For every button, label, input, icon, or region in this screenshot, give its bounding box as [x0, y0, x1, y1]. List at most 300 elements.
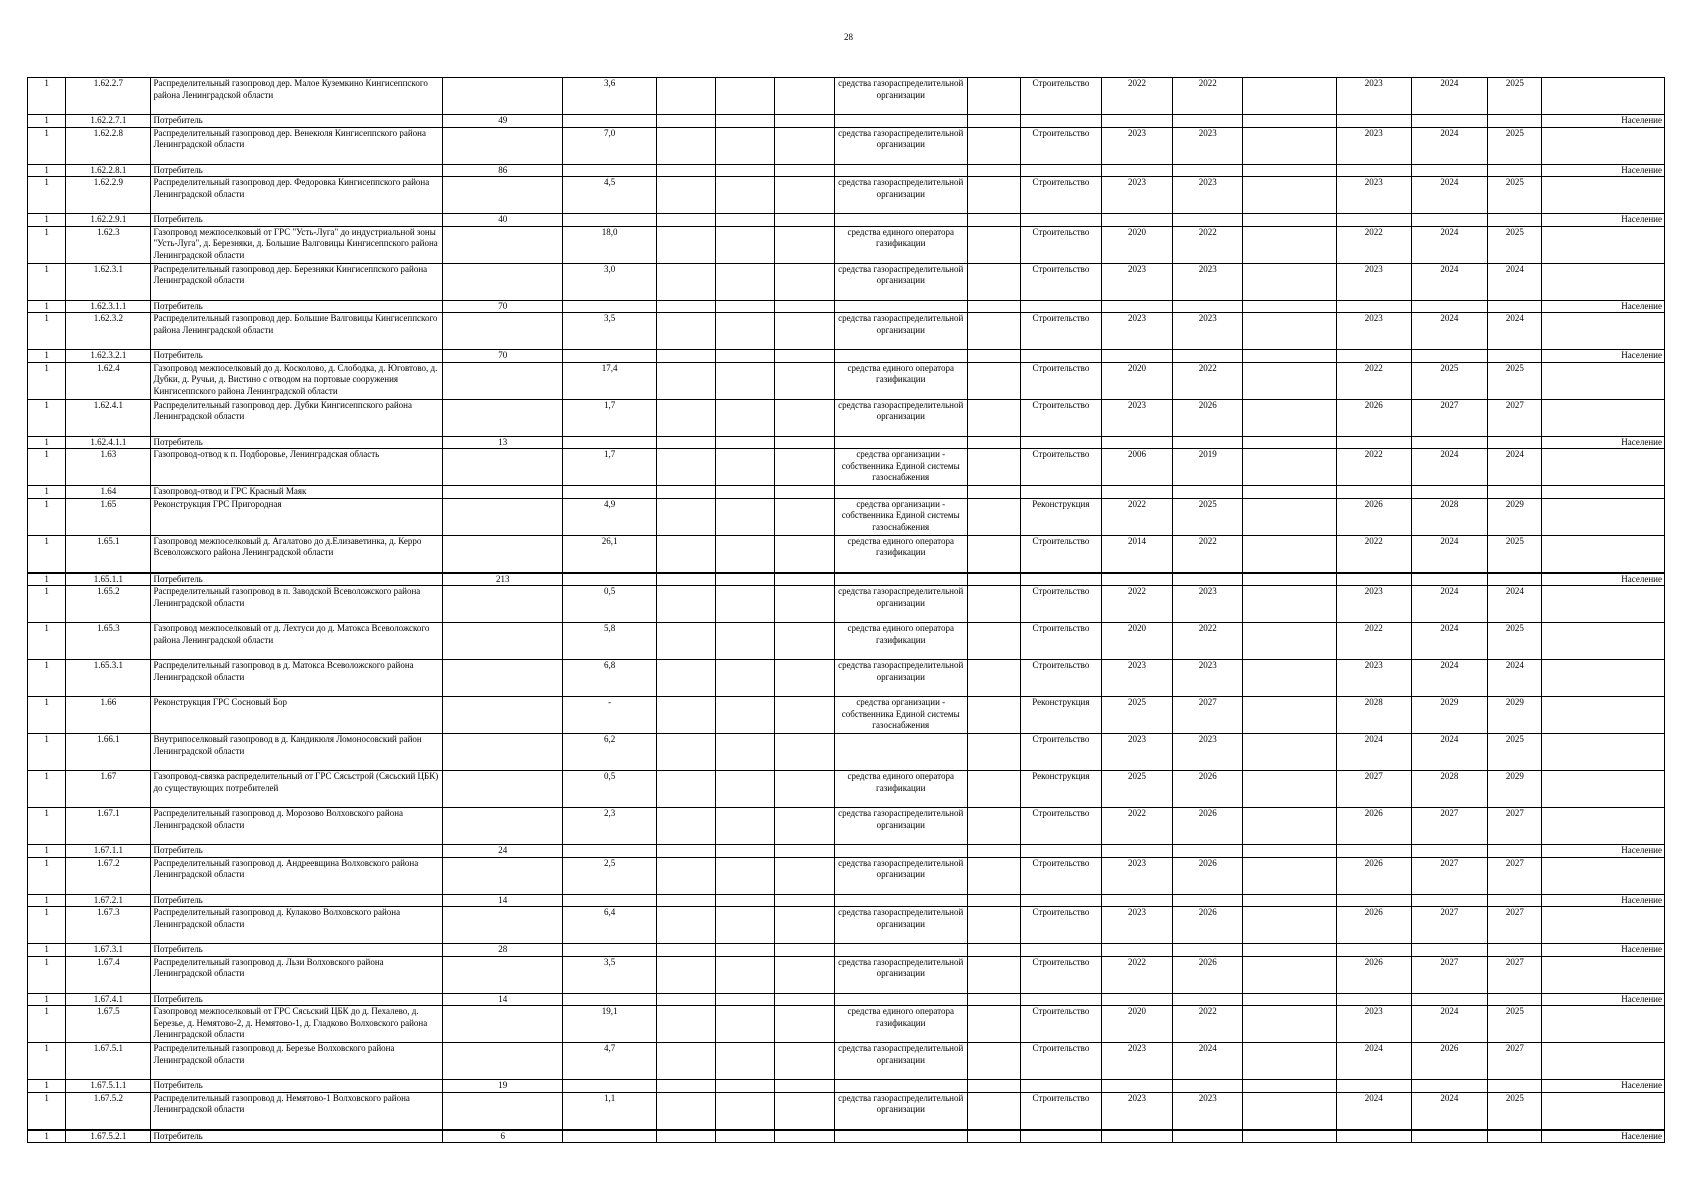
year-start-cell	[1101, 214, 1172, 227]
empty-cell	[657, 313, 716, 350]
empty-cell	[657, 697, 716, 734]
empty-cell	[967, 300, 1020, 313]
empty-cell	[1243, 1006, 1337, 1043]
year-build-cell: 2022	[1337, 623, 1412, 660]
work-type-cell: Реконструкция	[1020, 498, 1101, 535]
empty-cell	[715, 734, 775, 771]
empty-cell	[1243, 1092, 1337, 1130]
empty-cell	[967, 127, 1020, 164]
empty-cell	[967, 164, 1020, 177]
year-build-cell: 2023	[1337, 78, 1412, 115]
empty-cell	[967, 263, 1020, 300]
funding-source-cell	[834, 486, 967, 499]
year-build-cell	[1337, 115, 1412, 128]
consumer-category-cell	[1542, 1092, 1665, 1130]
year-commission-cell: 2028	[1411, 498, 1488, 535]
year-start-cell	[1101, 300, 1172, 313]
object-name-cell: Распределительный газопровод дер. Березняки Кингисеппского района Ленинградской области	[151, 263, 443, 300]
pipeline-schedule-table	[27, 77, 1665, 1143]
year-start-cell: 2020	[1101, 362, 1172, 399]
funding-source-cell	[834, 164, 967, 177]
consumers-count-cell	[443, 771, 563, 808]
object-name-cell: Газопровод межпоселковый от ГРС Сясьский ЦБК до д. Пехалево, д. Березье, д. Немятово-2, д. Немятово-1, д. Гладково Волховского района Ленинградской области	[151, 1006, 443, 1043]
year-build-cell: 2024	[1337, 1043, 1412, 1080]
empty-cell	[657, 350, 716, 363]
consumer-row	[28, 845, 1665, 858]
consumers-count-cell	[443, 660, 563, 697]
funding-source-cell: средства единого оператора газификации	[834, 1006, 967, 1043]
empty-cell	[967, 449, 1020, 486]
empty-cell	[967, 177, 1020, 214]
year-build-cell: 2023	[1337, 177, 1412, 214]
empty-cell	[775, 1130, 835, 1143]
year-final-cell	[1488, 845, 1542, 858]
object-name-cell: Газопровод-связка распределительный от ГРС Сясьстрой (Сясьский ЦБК) до существующих потребителей	[151, 771, 443, 808]
object-code-cell: 1.67.2	[66, 857, 151, 894]
year-start-cell: 2022	[1101, 808, 1172, 845]
empty-cell	[1243, 586, 1337, 623]
consumer-category-cell: Население	[1542, 214, 1665, 227]
year-start-cell: 2022	[1101, 586, 1172, 623]
empty-cell	[775, 164, 835, 177]
year-start-cell	[1101, 993, 1172, 1006]
work-type-cell: Реконструкция	[1020, 697, 1101, 734]
consumer-category-cell	[1542, 771, 1665, 808]
row-number-cell: 1	[28, 1080, 66, 1093]
year-final-cell: 2029	[1488, 498, 1542, 535]
length-km-cell: 2,3	[563, 808, 657, 845]
object-code-cell: 1.66.1	[66, 734, 151, 771]
empty-cell	[967, 771, 1020, 808]
length-km-cell: -	[563, 697, 657, 734]
length-km-cell	[563, 573, 657, 586]
year-design-cell: 2026	[1173, 907, 1243, 944]
year-start-cell: 2023	[1101, 399, 1172, 436]
year-start-cell: 2022	[1101, 956, 1172, 993]
consumers-count-cell	[443, 399, 563, 436]
length-km-cell: 6,2	[563, 734, 657, 771]
object-code-cell: 1.65.1.1	[66, 573, 151, 586]
work-type-cell: Строительство	[1020, 808, 1101, 845]
consumer-category-cell	[1542, 362, 1665, 399]
table-row	[28, 734, 1665, 771]
year-final-cell: 2024	[1488, 660, 1542, 697]
length-km-cell: 3,0	[563, 263, 657, 300]
empty-cell	[657, 177, 716, 214]
empty-cell	[775, 177, 835, 214]
object-code-cell: 1.62.2.7.1	[66, 115, 151, 128]
consumer-category-cell: Население	[1542, 573, 1665, 586]
year-build-cell: 2023	[1337, 313, 1412, 350]
empty-cell	[1243, 350, 1337, 363]
funding-source-cell: средства газораспределительной организации	[834, 127, 967, 164]
funding-source-cell: средства газораспределительной организации	[834, 907, 967, 944]
year-start-cell: 2023	[1101, 263, 1172, 300]
length-km-cell: 19,1	[563, 1006, 657, 1043]
empty-cell	[775, 1043, 835, 1080]
empty-cell	[967, 660, 1020, 697]
year-start-cell	[1101, 894, 1172, 907]
year-final-cell: 2029	[1488, 697, 1542, 734]
consumer-category-cell	[1542, 907, 1665, 944]
object-code-cell: 1.62.4	[66, 362, 151, 399]
empty-cell	[715, 1130, 775, 1143]
empty-cell	[775, 127, 835, 164]
year-final-cell	[1488, 486, 1542, 499]
empty-cell	[715, 263, 775, 300]
year-commission-cell: 2024	[1411, 660, 1488, 697]
year-start-cell: 2023	[1101, 660, 1172, 697]
year-build-cell: 2026	[1337, 498, 1412, 535]
year-final-cell: 2025	[1488, 78, 1542, 115]
empty-cell	[715, 573, 775, 586]
object-code-cell: 1.65.3.1	[66, 660, 151, 697]
consumer-category-cell	[1542, 399, 1665, 436]
empty-cell	[775, 894, 835, 907]
year-final-cell	[1488, 894, 1542, 907]
empty-cell	[775, 845, 835, 858]
empty-cell	[1243, 697, 1337, 734]
row-number-cell: 1	[28, 78, 66, 115]
object-code-cell: 1.67.5.2	[66, 1092, 151, 1130]
year-start-cell: 2020	[1101, 226, 1172, 263]
empty-cell	[1243, 449, 1337, 486]
consumer-category-cell: Население	[1542, 115, 1665, 128]
length-km-cell	[563, 350, 657, 363]
work-type-cell	[1020, 845, 1101, 858]
empty-cell	[715, 362, 775, 399]
empty-cell	[1243, 498, 1337, 535]
year-build-cell	[1337, 300, 1412, 313]
empty-cell	[967, 734, 1020, 771]
empty-cell	[967, 845, 1020, 858]
length-km-cell	[563, 164, 657, 177]
year-start-cell	[1101, 350, 1172, 363]
consumer-category-cell: Население	[1542, 350, 1665, 363]
funding-source-cell: средства единого оператора газификации	[834, 535, 967, 573]
table-body	[28, 78, 1665, 1143]
consumer-category-cell: Население	[1542, 993, 1665, 1006]
work-type-cell: Строительство	[1020, 1006, 1101, 1043]
year-design-cell: 2022	[1173, 1006, 1243, 1043]
year-build-cell	[1337, 436, 1412, 449]
year-commission-cell: 2025	[1411, 362, 1488, 399]
object-code-cell: 1.67.2.1	[66, 894, 151, 907]
empty-cell	[1243, 436, 1337, 449]
row-number-cell: 1	[28, 660, 66, 697]
empty-cell	[775, 993, 835, 1006]
consumers-count-cell	[443, 586, 563, 623]
year-commission-cell: 2024	[1411, 127, 1488, 164]
empty-cell	[967, 907, 1020, 944]
length-km-cell: 5,8	[563, 623, 657, 660]
empty-cell	[657, 734, 716, 771]
year-build-cell: 2028	[1337, 697, 1412, 734]
consumer-category-cell: Население	[1542, 300, 1665, 313]
empty-cell	[657, 362, 716, 399]
empty-cell	[715, 300, 775, 313]
year-design-cell: 2023	[1173, 734, 1243, 771]
empty-cell	[715, 498, 775, 535]
empty-cell	[657, 449, 716, 486]
empty-cell	[775, 586, 835, 623]
consumers-count-cell	[443, 1043, 563, 1080]
consumers-count-cell	[443, 486, 563, 499]
year-final-cell: 2024	[1488, 313, 1542, 350]
funding-source-cell	[834, 894, 967, 907]
year-build-cell: 2027	[1337, 771, 1412, 808]
work-type-cell: Строительство	[1020, 734, 1101, 771]
empty-cell	[1243, 164, 1337, 177]
year-design-cell: 2023	[1173, 660, 1243, 697]
consumers-count-cell	[443, 857, 563, 894]
consumer-row	[28, 1130, 1665, 1143]
object-name-cell: Потребитель	[151, 350, 443, 363]
year-start-cell	[1101, 1080, 1172, 1093]
year-commission-cell	[1411, 894, 1488, 907]
year-design-cell: 2026	[1173, 808, 1243, 845]
object-code-cell: 1.62.2.8.1	[66, 164, 151, 177]
table-row	[28, 313, 1665, 350]
empty-cell	[775, 115, 835, 128]
year-start-cell	[1101, 944, 1172, 957]
empty-cell	[715, 313, 775, 350]
table-row	[28, 697, 1665, 734]
empty-cell	[657, 808, 716, 845]
empty-cell	[715, 771, 775, 808]
year-commission-cell: 2024	[1411, 78, 1488, 115]
object-code-cell: 1.67.3.1	[66, 944, 151, 957]
work-type-cell: Строительство	[1020, 623, 1101, 660]
empty-cell	[715, 1006, 775, 1043]
year-start-cell: 2020	[1101, 623, 1172, 660]
empty-cell	[715, 660, 775, 697]
consumers-count-cell	[443, 623, 563, 660]
consumer-row	[28, 350, 1665, 363]
year-design-cell	[1173, 845, 1243, 858]
consumer-row	[28, 486, 1665, 499]
table-row	[28, 78, 1665, 115]
consumer-category-cell	[1542, 498, 1665, 535]
consumer-category-cell	[1542, 956, 1665, 993]
year-build-cell	[1337, 845, 1412, 858]
empty-cell	[967, 857, 1020, 894]
empty-cell	[775, 313, 835, 350]
object-code-cell: 1.66	[66, 697, 151, 734]
row-number-cell: 1	[28, 313, 66, 350]
row-number-cell: 1	[28, 894, 66, 907]
consumer-row	[28, 1080, 1665, 1093]
empty-cell	[657, 214, 716, 227]
object-name-cell: Распределительный газопровод дер. Венекюля Кингисеппского района Ленинградской области	[151, 127, 443, 164]
year-commission-cell: 2028	[1411, 771, 1488, 808]
row-number-cell: 1	[28, 956, 66, 993]
consumer-category-cell	[1542, 486, 1665, 499]
object-code-cell: 1.62.3.2	[66, 313, 151, 350]
consumers-count-cell	[443, 734, 563, 771]
length-km-cell: 26,1	[563, 535, 657, 573]
consumers-count-cell	[443, 1006, 563, 1043]
empty-cell	[657, 956, 716, 993]
table-row	[28, 263, 1665, 300]
empty-cell	[1243, 399, 1337, 436]
length-km-cell: 1,7	[563, 399, 657, 436]
object-code-cell: 1.62.3.1.1	[66, 300, 151, 313]
year-build-cell: 2022	[1337, 535, 1412, 573]
work-type-cell: Строительство	[1020, 449, 1101, 486]
empty-cell	[657, 498, 716, 535]
object-name-cell: Газопровод межпоселковый до д. Косколово, д. Слободка, д. Юговтово, д. Дубки, д. Ручьи, д. Вистино с отводом на портовые сооружения Кингисеппского района Ленинградской области	[151, 362, 443, 399]
consumers-count-cell: 70	[443, 350, 563, 363]
object-name-cell: Распределительный газопровод д. Морозово Волховского района Ленинградской области	[151, 808, 443, 845]
year-design-cell	[1173, 350, 1243, 363]
year-design-cell: 2025	[1173, 498, 1243, 535]
table-row	[28, 226, 1665, 263]
empty-cell	[715, 697, 775, 734]
empty-cell	[967, 350, 1020, 363]
object-code-cell: 1.62.3	[66, 226, 151, 263]
work-type-cell: Строительство	[1020, 956, 1101, 993]
empty-cell	[1243, 808, 1337, 845]
empty-cell	[715, 944, 775, 957]
object-name-cell: Потребитель	[151, 436, 443, 449]
year-design-cell: 2026	[1173, 399, 1243, 436]
funding-source-cell: средства газораспределительной организации	[834, 313, 967, 350]
year-commission-cell: 2024	[1411, 623, 1488, 660]
year-commission-cell	[1411, 845, 1488, 858]
year-build-cell: 2026	[1337, 399, 1412, 436]
row-number-cell: 1	[28, 845, 66, 858]
empty-cell	[715, 486, 775, 499]
object-code-cell: 1.62.4.1.1	[66, 436, 151, 449]
year-build-cell	[1337, 944, 1412, 957]
work-type-cell: Строительство	[1020, 660, 1101, 697]
year-commission-cell	[1411, 115, 1488, 128]
year-commission-cell: 2027	[1411, 907, 1488, 944]
empty-cell	[967, 894, 1020, 907]
consumers-count-cell	[443, 498, 563, 535]
object-name-cell: Потребитель	[151, 845, 443, 858]
empty-cell	[715, 808, 775, 845]
consumer-category-cell	[1542, 697, 1665, 734]
consumer-category-cell: Население	[1542, 1080, 1665, 1093]
year-final-cell: 2025	[1488, 535, 1542, 573]
empty-cell	[775, 857, 835, 894]
object-code-cell: 1.67	[66, 771, 151, 808]
consumer-row	[28, 164, 1665, 177]
object-code-cell: 1.67.4.1	[66, 993, 151, 1006]
empty-cell	[657, 845, 716, 858]
year-design-cell: 2023	[1173, 177, 1243, 214]
row-number-cell: 1	[28, 1130, 66, 1143]
year-build-cell: 2024	[1337, 734, 1412, 771]
length-km-cell	[563, 300, 657, 313]
year-start-cell: 2020	[1101, 1006, 1172, 1043]
table-row	[28, 660, 1665, 697]
funding-source-cell	[834, 1130, 967, 1143]
year-start-cell: 2022	[1101, 78, 1172, 115]
consumer-row	[28, 894, 1665, 907]
funding-source-cell: средства газораспределительной организации	[834, 857, 967, 894]
year-final-cell: 2027	[1488, 399, 1542, 436]
year-start-cell	[1101, 573, 1172, 586]
length-km-cell: 4,5	[563, 177, 657, 214]
row-number-cell: 1	[28, 734, 66, 771]
empty-cell	[967, 486, 1020, 499]
empty-cell	[967, 498, 1020, 535]
year-design-cell: 2022	[1173, 226, 1243, 263]
year-final-cell: 2027	[1488, 956, 1542, 993]
table-row	[28, 1092, 1665, 1130]
length-km-cell: 0,5	[563, 586, 657, 623]
length-km-cell: 4,7	[563, 1043, 657, 1080]
consumer-category-cell	[1542, 660, 1665, 697]
year-build-cell	[1337, 1130, 1412, 1143]
empty-cell	[657, 1130, 716, 1143]
year-commission-cell: 2024	[1411, 313, 1488, 350]
row-number-cell: 1	[28, 1043, 66, 1080]
object-name-cell: Газопровод межпоселковый от д. Лехтуси до д. Матокса Всеволожского района Ленинградской области	[151, 623, 443, 660]
empty-cell	[657, 1043, 716, 1080]
empty-cell	[657, 115, 716, 128]
empty-cell	[1243, 115, 1337, 128]
year-design-cell: 2022	[1173, 78, 1243, 115]
empty-cell	[1243, 535, 1337, 573]
empty-cell	[775, 1006, 835, 1043]
consumers-count-cell	[443, 907, 563, 944]
consumer-category-cell: Население	[1542, 1130, 1665, 1143]
year-build-cell: 2022	[1337, 362, 1412, 399]
table-row	[28, 362, 1665, 399]
empty-cell	[1243, 944, 1337, 957]
empty-cell	[657, 399, 716, 436]
year-build-cell	[1337, 350, 1412, 363]
funding-source-cell: средства газораспределительной организации	[834, 1043, 967, 1080]
consumers-count-cell: 24	[443, 845, 563, 858]
funding-source-cell	[834, 845, 967, 858]
empty-cell	[715, 115, 775, 128]
empty-cell	[967, 586, 1020, 623]
year-commission-cell	[1411, 300, 1488, 313]
object-name-cell: Распределительный газопровод д. Кулаково Волховского района Ленинградской области	[151, 907, 443, 944]
empty-cell	[657, 907, 716, 944]
empty-cell	[775, 1080, 835, 1093]
year-final-cell	[1488, 300, 1542, 313]
year-commission-cell: 2027	[1411, 399, 1488, 436]
object-name-cell: Распределительный газопровод дер. Федоровка Кингисеппского района Ленинградской области	[151, 177, 443, 214]
row-number-cell: 1	[28, 300, 66, 313]
row-number-cell: 1	[28, 771, 66, 808]
consumer-category-cell	[1542, 586, 1665, 623]
consumer-category-cell: Население	[1542, 944, 1665, 957]
consumer-category-cell: Население	[1542, 164, 1665, 177]
empty-cell	[967, 1080, 1020, 1093]
empty-cell	[967, 993, 1020, 1006]
year-final-cell	[1488, 993, 1542, 1006]
year-build-cell: 2026	[1337, 907, 1412, 944]
year-design-cell: 2024	[1173, 1043, 1243, 1080]
row-number-cell: 1	[28, 944, 66, 957]
consumers-count-cell: 213	[443, 573, 563, 586]
object-code-cell: 1.67.5.1	[66, 1043, 151, 1080]
length-km-cell: 6,4	[563, 907, 657, 944]
object-name-cell: Потребитель	[151, 115, 443, 128]
year-build-cell: 2023	[1337, 586, 1412, 623]
year-design-cell	[1173, 993, 1243, 1006]
empty-cell	[657, 436, 716, 449]
consumers-count-cell	[443, 226, 563, 263]
length-km-cell: 2,5	[563, 857, 657, 894]
